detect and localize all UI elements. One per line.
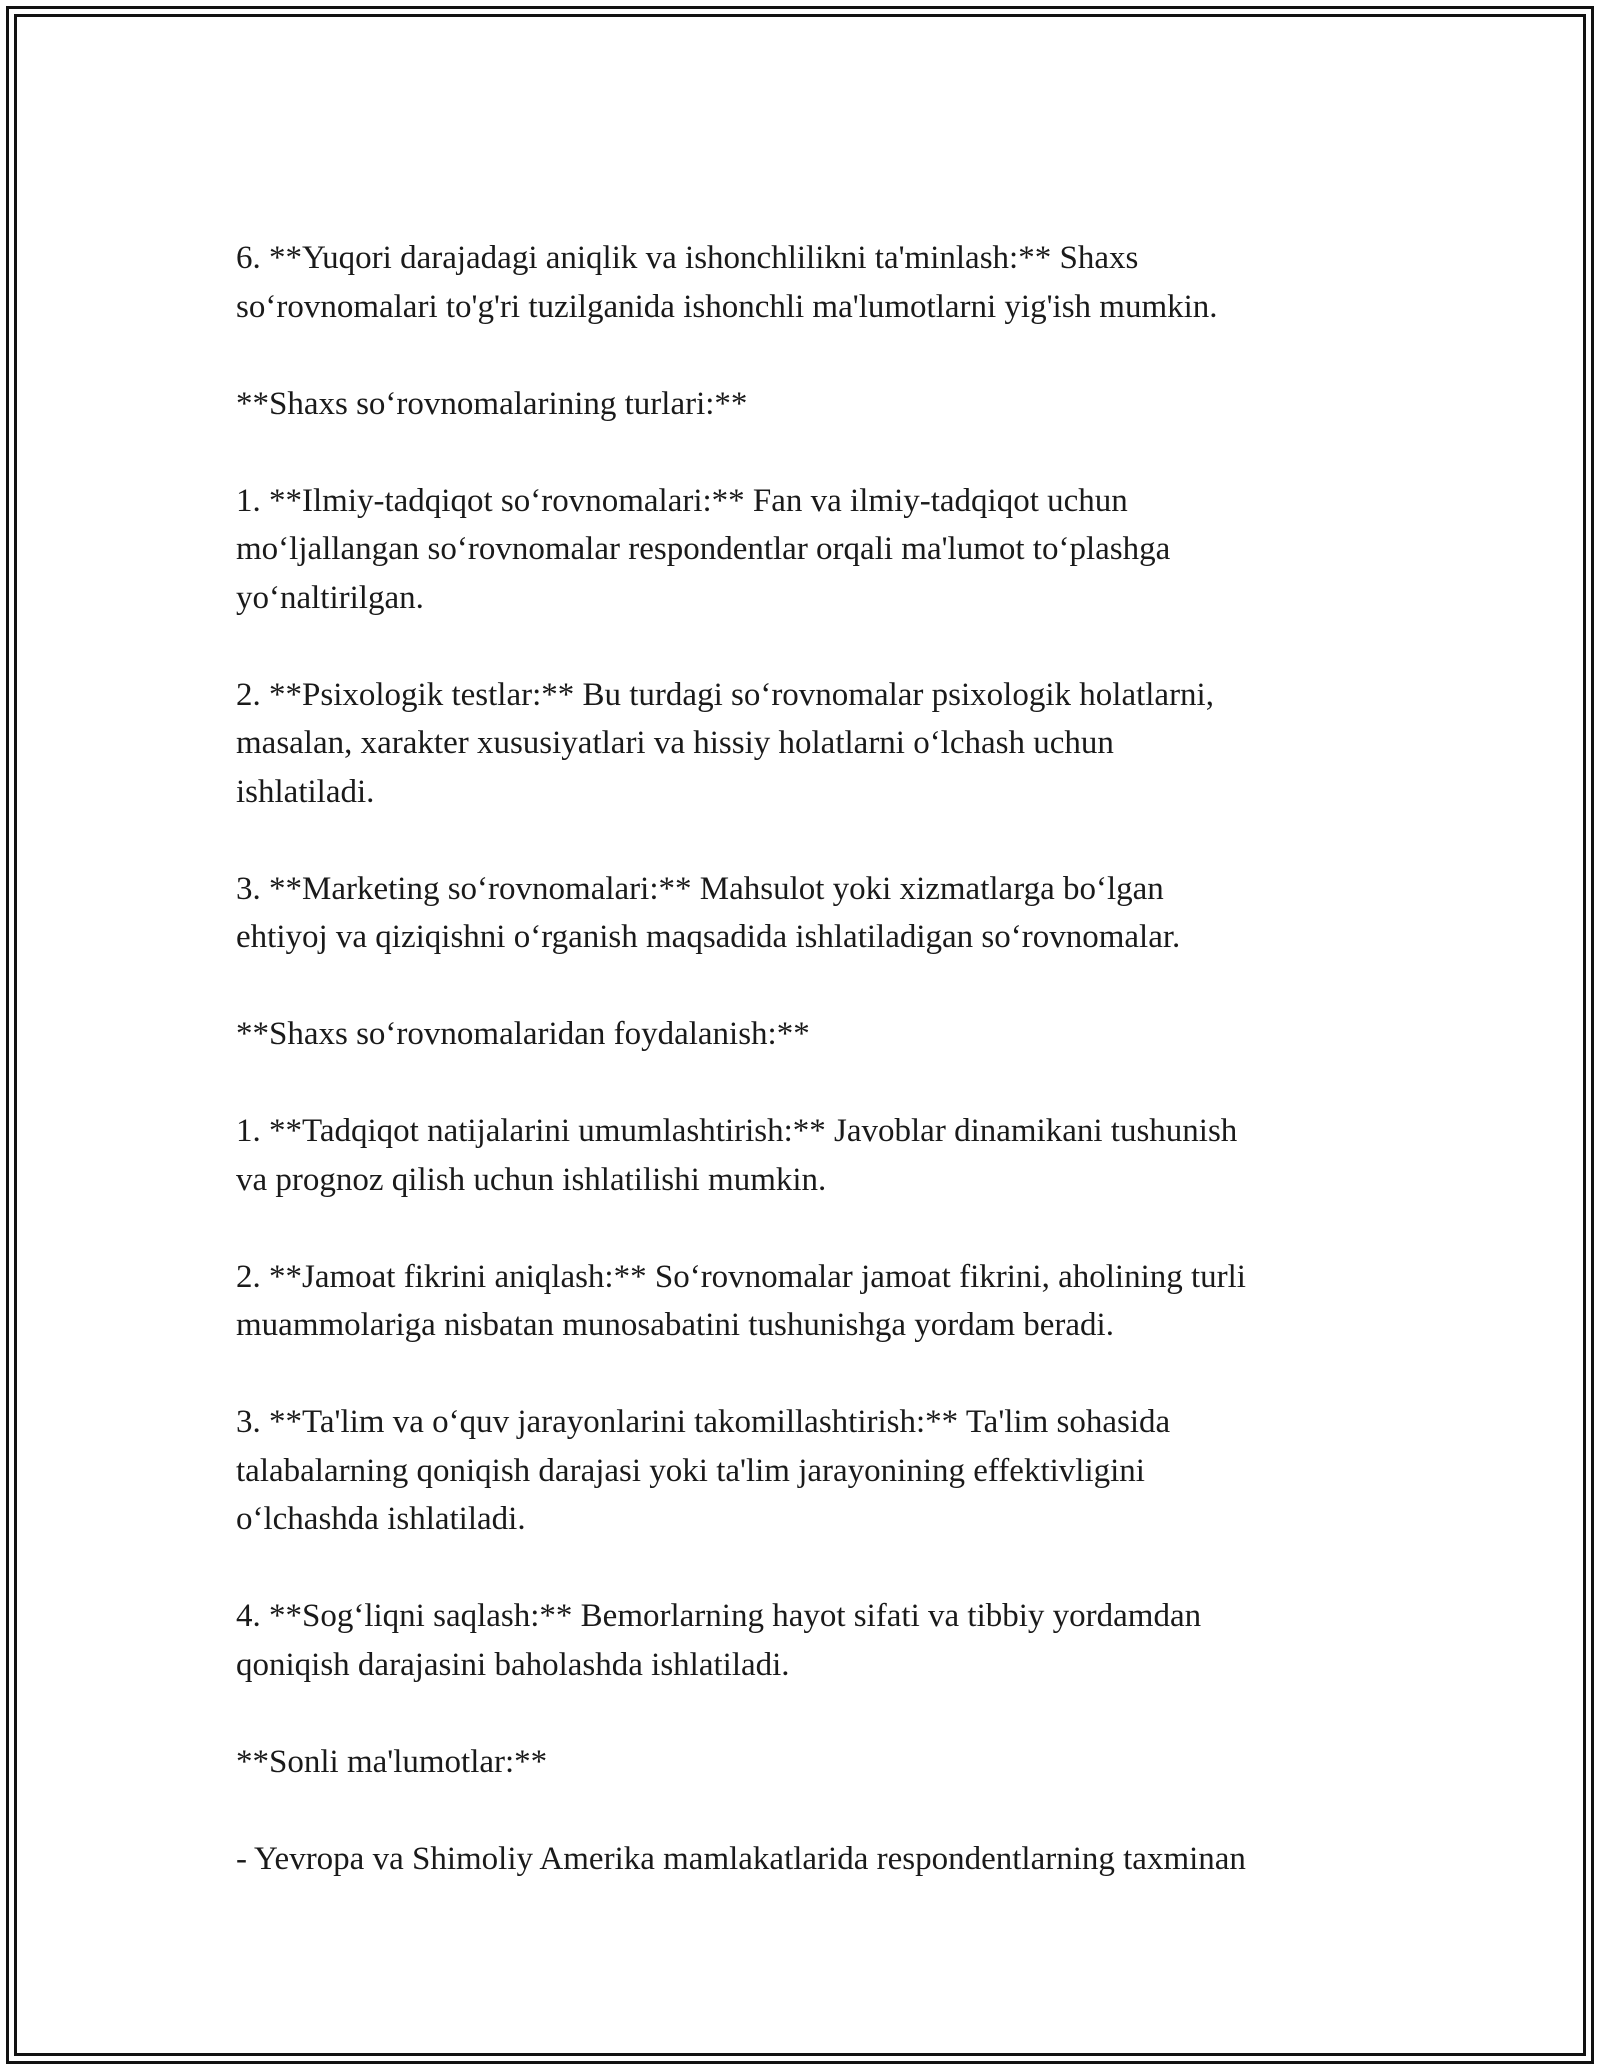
paragraph-usage-health [236, 1592, 1386, 1689]
heading-numeric-data [236, 1738, 1386, 1787]
text-line: **Sonli ma'lumotlar:** [236, 1743, 548, 1780]
text-line: 2. **Psixologik testlar:** Bu turdagi so‘rovnomalar psixologik holatlarni, [236, 676, 1214, 713]
text-line: 2. **Jamoat fikrini aniqlash:** So‘rovnomalar jamoat fikrini, aholining turli [236, 1258, 1246, 1295]
paragraph-usage-research [236, 1107, 1386, 1204]
text-line: yo‘naltirilgan. [236, 579, 424, 616]
heading-survey-types [236, 380, 1386, 429]
text-line: ehtiyoj va qiziqishni o‘rganish maqsadida ishlatiladigan so‘rovnomalar. [236, 919, 1181, 955]
text-line: talabalarning qoniqish darajasi yoki ta'lim jarayonining effektivligini [236, 1452, 1145, 1489]
text-line: 1. **Ilmiy-tadqiqot so‘rovnomalari:** Fan va ilmiy-tadqiqot uchun [236, 482, 1128, 519]
paragraph-type-marketing [236, 865, 1386, 962]
heading-survey-usage [236, 1010, 1386, 1059]
text-line: 3. **Marketing so‘rovnomalari:** Mahsulot yoki xizmatlarga bo‘lgan [236, 870, 1164, 907]
text-line: mo‘ljallangan so‘rovnomalar respondentlar orqali ma'lumot to‘plashga [236, 531, 1171, 567]
text-line: - Yevropa va Shimoliy Amerika mamlakatlarida respondentlarning taxminan [236, 1840, 1246, 1877]
paragraph-reliability [236, 234, 1386, 331]
text-line: **Shaxs so‘rovnomalaridan foydalanish:** [236, 1016, 810, 1052]
text-line: 3. **Ta'lim va o‘quv jarayonlarini takomillashtirish:** Ta'lim sohasida [236, 1404, 1171, 1440]
paragraph-usage-education [236, 1398, 1386, 1544]
paragraph-usage-public-opinion [236, 1253, 1386, 1350]
text-line: ishlatiladi. [236, 773, 375, 810]
text-line: 1. **Tadqiqot natijalarini umumlashtirish:** Javoblar dinamikani tushunish [236, 1113, 1238, 1149]
document-body [236, 234, 1386, 1932]
paragraph-type-psychological [236, 671, 1386, 817]
text-line: va prognoz qilish uchun ishlatilishi mumkin. [236, 1161, 827, 1198]
paragraph-numeric-bullet [236, 1835, 1386, 1884]
text-line: o‘lchashda ishlatiladi. [236, 1501, 526, 1537]
text-line: **Shaxs so‘rovnomalarining turlari:** [236, 385, 748, 422]
text-line: 6. **Yuqori darajadagi aniqlik va ishonchlilikni ta'minlash:** Shaxs [236, 240, 1139, 276]
text-line: 4. **Sog‘liqni saqlash:** Bemorlarning hayot sifati va tibbiy yordamdan [236, 1598, 1202, 1634]
paragraph-type-research [236, 477, 1386, 623]
text-line: masalan, xarakter xususiyatlari va hissiy holatlarni o‘lchash uchun [236, 725, 1114, 761]
text-line: so‘rovnomalari to'g'ri tuzilganida ishonchli ma'lumotlarni yig'ish mumkin. [236, 288, 1218, 325]
text-line: muammolariga nisbatan munosabatini tushunishga yordam beradi. [236, 1307, 1114, 1343]
text-line: qoniqish darajasini baholashda ishlatiladi. [236, 1646, 790, 1683]
